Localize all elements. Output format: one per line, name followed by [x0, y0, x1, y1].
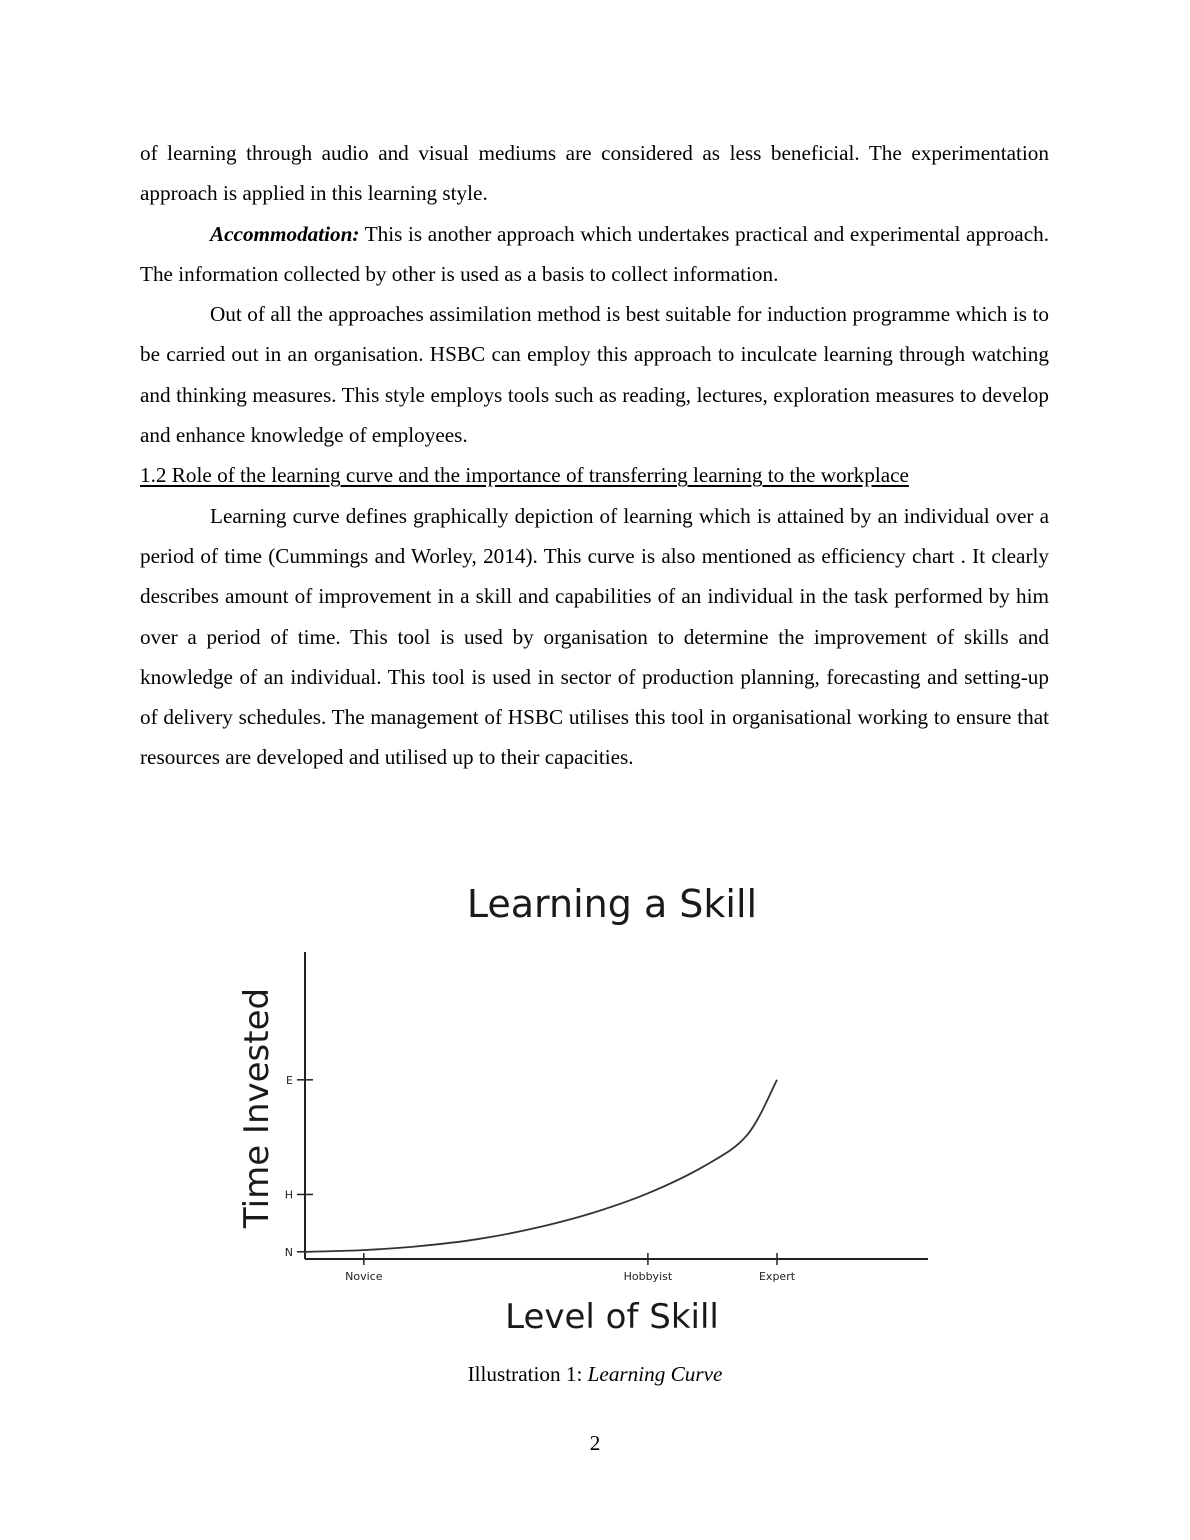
y-tick-label: E [286, 1073, 293, 1087]
section-heading: 1.2 Role of the learning curve and the importance of transferring learning to the workplace [140, 463, 909, 488]
y-axis-label: Time Invested [237, 987, 277, 1229]
learning-curve-chart [210, 870, 970, 1350]
document-body [140, 133, 1049, 778]
learning-curve-figure [210, 870, 970, 1350]
x-axis-label: Level of Skill [505, 1297, 719, 1337]
page-number: 2 [589, 1431, 601, 1455]
paragraph-assimilation: Out of all the approaches assimilation method is best suitable for induction programme which is to be carried out in an organisation. HSBC can employ this approach to inculcate learning through watching and thinking measures. This style employs tools such as reading, lectures, exploration measures to develop and enhance knowledge of employees. [140, 302, 1049, 448]
figure-caption [0, 1357, 1190, 1391]
paragraph-accommodation [140, 214, 1049, 295]
y-tick-label: H [284, 1188, 293, 1202]
accommodation-term: Accommodation: [210, 221, 360, 246]
chart-title: Learning a Skill [466, 882, 758, 926]
caption-prefix: Illustration 1: [467, 1362, 588, 1386]
chart-series [305, 1080, 777, 1252]
x-tick-label: Hobbyist [623, 1270, 673, 1283]
x-tick-label: Novice [345, 1270, 383, 1283]
y-tick-label: N [284, 1245, 293, 1259]
paragraph-learning-curve: Learning curve defines graphically depiction of learning which is attained by an individual over a period of time (Cummings and Worley, 2014). This curve is also mentioned as efficiency chart . It clearly describes amount of improvement in a skill and capabilities of an individual in the task performed by him over a period of time. This tool is used by organisation to determine the improvement of skills and knowledge of an individual. This tool is used in sector of production planning, forecasting and setting-up of delivery schedules. The management of HSBC utilises this tool in organisational working to ensure that resources are developed and utilised up to their capacities. [140, 503, 1049, 770]
learning-curve-line [305, 1080, 777, 1252]
accommodation-text: This is another approach which undertakes practical and experimental approach. The information collected by other is used as a basis to collect information. [140, 221, 1049, 286]
caption-title: Learning Curve [587, 1362, 723, 1386]
x-tick-label: Expert [758, 1270, 796, 1283]
paragraph-learning-mediums: of learning through audio and visual mediums are considered as less beneficial. The experimentation approach is applied in this learning style. [140, 141, 1049, 206]
axis-ticks [285, 1074, 796, 1283]
